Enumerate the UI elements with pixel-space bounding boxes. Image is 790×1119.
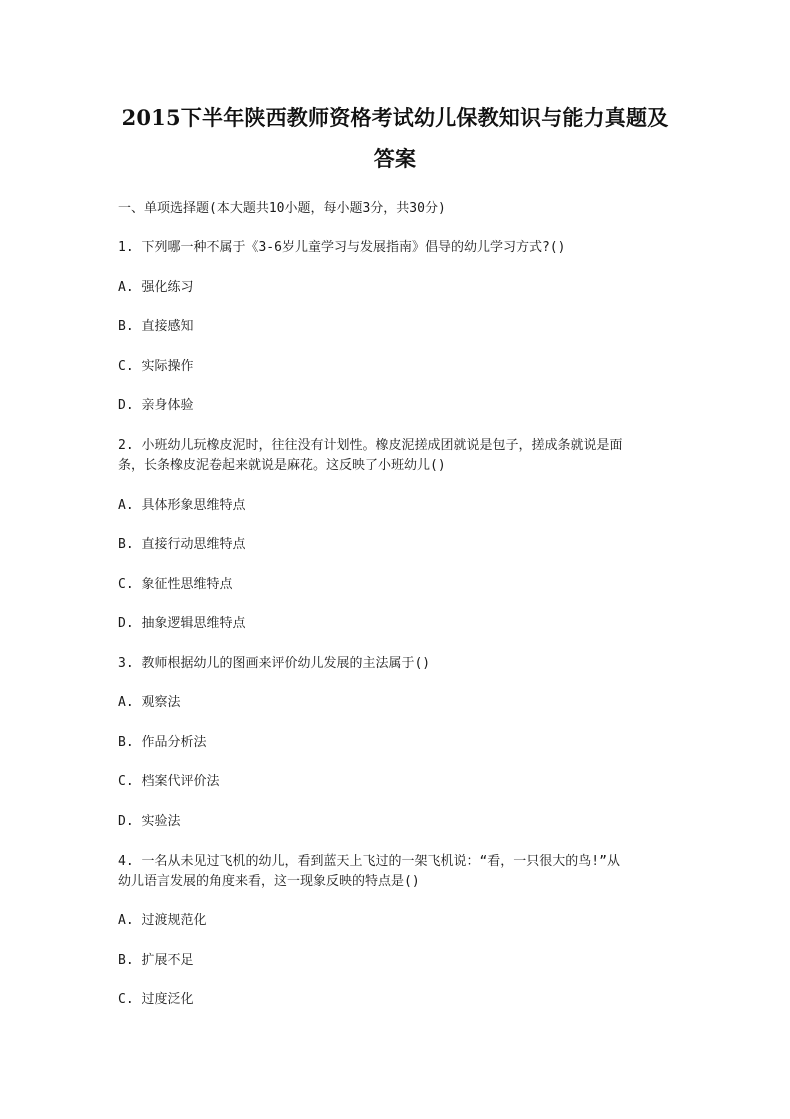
document-title-line-1: 2015下半年陕西教师资格考试幼儿保教知识与能力真题及 (121, 105, 669, 130)
question-2-stem-line-1: 2. 小班幼儿玩橡皮泥时，往往没有计划性。橡皮泥搓成团就说是包子，搓成条就说是面 (118, 438, 623, 453)
question-1-option-b: B. 直接感知 (118, 319, 194, 334)
question-3-stem: 3. 教师根据幼儿的图画来评价幼儿发展的主法属于() (118, 656, 431, 671)
question-1-option-d: D. 亲身体验 (118, 398, 194, 413)
question-2-option-a: A. 具体形象思维特点 (118, 498, 246, 513)
question-3-option-a: A. 观察法 (118, 695, 181, 710)
document-title-line-2: 答案 (373, 146, 417, 171)
question-4-stem-line-2: 幼儿语言发展的角度来看，这一现象反映的特点是() (118, 874, 420, 889)
question-3-option-c: C. 档案代评价法 (118, 774, 220, 789)
question-3-option-d: D. 实验法 (118, 814, 181, 829)
question-2-option-d: D. 抽象逻辑思维特点 (118, 616, 246, 631)
question-2-stem-line-2: 条，长条橡皮泥卷起来就说是麻花。这反映了小班幼儿() (118, 458, 446, 473)
question-4-option-a: A. 过渡规范化 (118, 913, 207, 928)
question-1-option-a: A. 强化练习 (118, 280, 194, 295)
question-4-option-c: C. 过度泛化 (118, 992, 194, 1007)
question-4-option-b: B. 扩展不足 (118, 953, 194, 968)
question-1-stem: 1. 下列哪一种不属于《3-6岁儿童学习与发展指南》倡导的幼儿学习方式?() (118, 240, 566, 255)
question-2-option-c: C. 象征性思维特点 (118, 577, 233, 592)
section-heading: 一、单项选择题(本大题共10小题，每小题3分，共30分) (118, 201, 446, 216)
question-2-option-b: B. 直接行动思维特点 (118, 537, 246, 552)
question-4-stem-line-1: 4. 一名从未见过飞机的幼儿，看到蓝天上飞过的一架飞机说：“看，一只很大的鸟!”从 (118, 854, 620, 869)
question-1-option-c: C. 实际操作 (118, 359, 194, 374)
question-3-option-b: B. 作品分析法 (118, 735, 207, 750)
